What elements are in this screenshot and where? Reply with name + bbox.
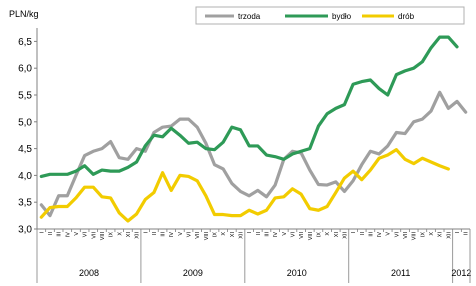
year-label: 2008 — [78, 268, 99, 278]
month-label: XI — [437, 232, 444, 238]
month-label: VIII — [307, 232, 314, 241]
month-label: V — [73, 232, 80, 236]
month-label: X — [117, 232, 124, 236]
month-label: V — [281, 232, 288, 236]
month-label: IV — [169, 232, 176, 238]
month-label: XII — [134, 232, 141, 239]
plot-area — [37, 28, 470, 229]
month-label: I — [455, 232, 462, 234]
month-label: XI — [333, 232, 340, 238]
month-label: VIII — [203, 232, 210, 241]
month-label: IX — [420, 232, 427, 238]
y-tick-label: 3,5 — [18, 197, 32, 209]
month-label: IX — [212, 232, 219, 238]
month-label: VII — [299, 232, 306, 239]
month-label: VI — [82, 232, 89, 238]
month-label: IX — [316, 232, 323, 238]
month-label: I — [351, 232, 358, 234]
month-label: VIII — [411, 232, 418, 241]
month-label: IV — [377, 232, 384, 238]
month-label: IV — [65, 232, 72, 238]
month-label: II — [463, 232, 470, 236]
month-label: XII — [342, 232, 349, 239]
legend-label-trzoda: trzoda — [238, 12, 261, 21]
y-tick-label: 3,0 — [18, 224, 32, 236]
year-label: 2010 — [286, 268, 307, 278]
series-line-2 — [41, 150, 448, 221]
y-tick-label: 5,5 — [18, 90, 32, 102]
month-label: XI — [125, 232, 132, 238]
month-label: VII — [403, 232, 410, 239]
legend-box — [196, 7, 464, 24]
month-label: VI — [290, 232, 297, 238]
month-label: VIII — [99, 232, 106, 241]
y-tick-label: 4,5 — [18, 144, 32, 156]
month-label: III — [368, 232, 375, 237]
y-axis-label: PLN/kg — [9, 9, 39, 19]
month-label: II — [151, 232, 158, 236]
month-label: XII — [238, 232, 245, 239]
month-label: III — [160, 232, 167, 237]
x-axis-categories — [37, 229, 471, 283]
year-label: 2011 — [391, 268, 411, 278]
month-label: II — [47, 232, 54, 236]
month-label: I — [247, 232, 254, 234]
month-label: VI — [394, 232, 401, 238]
month-label: IX — [108, 232, 115, 238]
series-line-1 — [41, 37, 457, 176]
month-label: I — [143, 232, 150, 234]
year-label: 2009 — [182, 268, 203, 278]
y-tick-label: 6,5 — [18, 36, 32, 48]
month-label: VII — [91, 232, 98, 239]
month-label: II — [255, 232, 262, 236]
month-label: X — [221, 232, 228, 236]
month-label: II — [359, 232, 366, 236]
month-label: VII — [195, 232, 202, 239]
month-label: V — [177, 232, 184, 236]
month-label: X — [429, 232, 436, 236]
year-label: 2012 — [451, 268, 472, 278]
legend-label-bydlo: bydło — [332, 12, 352, 21]
series-lines — [41, 37, 465, 221]
month-label: I — [39, 232, 46, 234]
y-ticks — [18, 37, 37, 236]
y-tick-label: 4,0 — [18, 170, 32, 182]
month-label: VI — [186, 232, 193, 238]
month-label: III — [56, 232, 63, 237]
month-label: V — [385, 232, 392, 236]
month-label: IV — [273, 232, 280, 238]
y-tick-label: 5,0 — [18, 117, 32, 129]
month-label: XII — [446, 232, 453, 239]
month-label: III — [264, 232, 271, 237]
y-tick-label: 6,0 — [18, 63, 32, 75]
legend-label-drob: drób — [398, 12, 415, 21]
month-label: X — [325, 232, 332, 236]
month-label: XI — [229, 232, 236, 238]
legend — [196, 7, 464, 24]
